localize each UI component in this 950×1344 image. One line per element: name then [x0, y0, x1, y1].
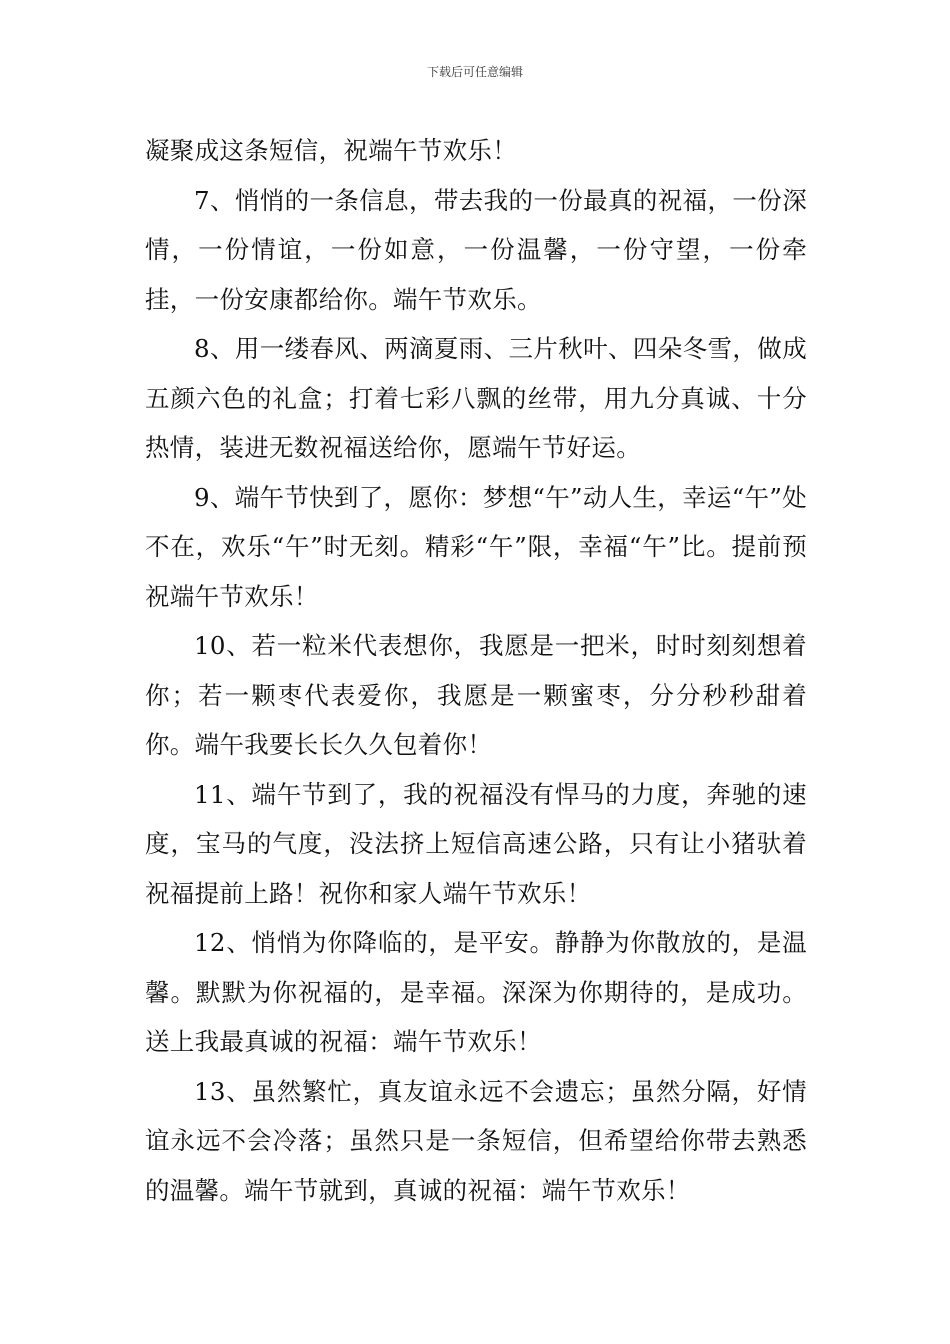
paragraph-12: 12、悄悄为你降临的，是平安。静静为你散放的，是温馨。默默为你祝福的，是幸福。深深为你期待的，是成功。送上我最真诚的祝福：端午节欢乐！ [145, 928, 807, 1056]
paragraph-11: 11、端午节到了，我的祝福没有悍马的力度，奔驰的速度，宝马的气度，没法挤上短信高速公路，只有让小猪驮着祝福提前上路！祝你和家人端午节欢乐！ [145, 779, 807, 908]
page-header: 下载后可任意编辑 [426, 65, 523, 79]
paragraph-13: 13、虽然繁忙，真友谊永远不会遗忘；虽然分隔，好情谊永远不会冷落；虽然只是一条短信，但希望给你带去熟悉的温馨。端午节就到，真诚的祝福：端午节欢乐！ [145, 1076, 807, 1205]
paragraph-10: 10、若一粒米代表想你，我愿是一把米，时时刻刻想着你；若一颗枣代表爱你，我愿是一颗蜜枣，分分秒秒甜着你。端午我要长长久久包着你！ [145, 631, 807, 759]
paragraph-8: 8、用一缕春风、两滴夏雨、三片秋叶、四朵冬雪，做成五颜六色的礼盒；打着七彩八飘的丝带，用九分真诚、十分热情，装进无数祝福送给你，愿端午节好运。 [145, 334, 807, 462]
paragraph-9: 9、端午节快到了，愿你：梦想“午”动人生，幸运“午”处不在，欢乐“午”时无刻。精彩“午”限，幸福“午”比。提前预祝端午节欢乐！ [145, 482, 807, 611]
paragraph-7: 7、悄悄的一条信息，带去我的一份最真的祝福，一份深情，一份情谊，一份如意，一份温馨，一份守望，一份牵挂，一份安康都给你。端午节欢乐。 [145, 185, 807, 314]
document-body [145, 126, 807, 1215]
paragraph-continuation: 凝聚成这条短信，祝端午节欢乐！ [145, 136, 517, 165]
